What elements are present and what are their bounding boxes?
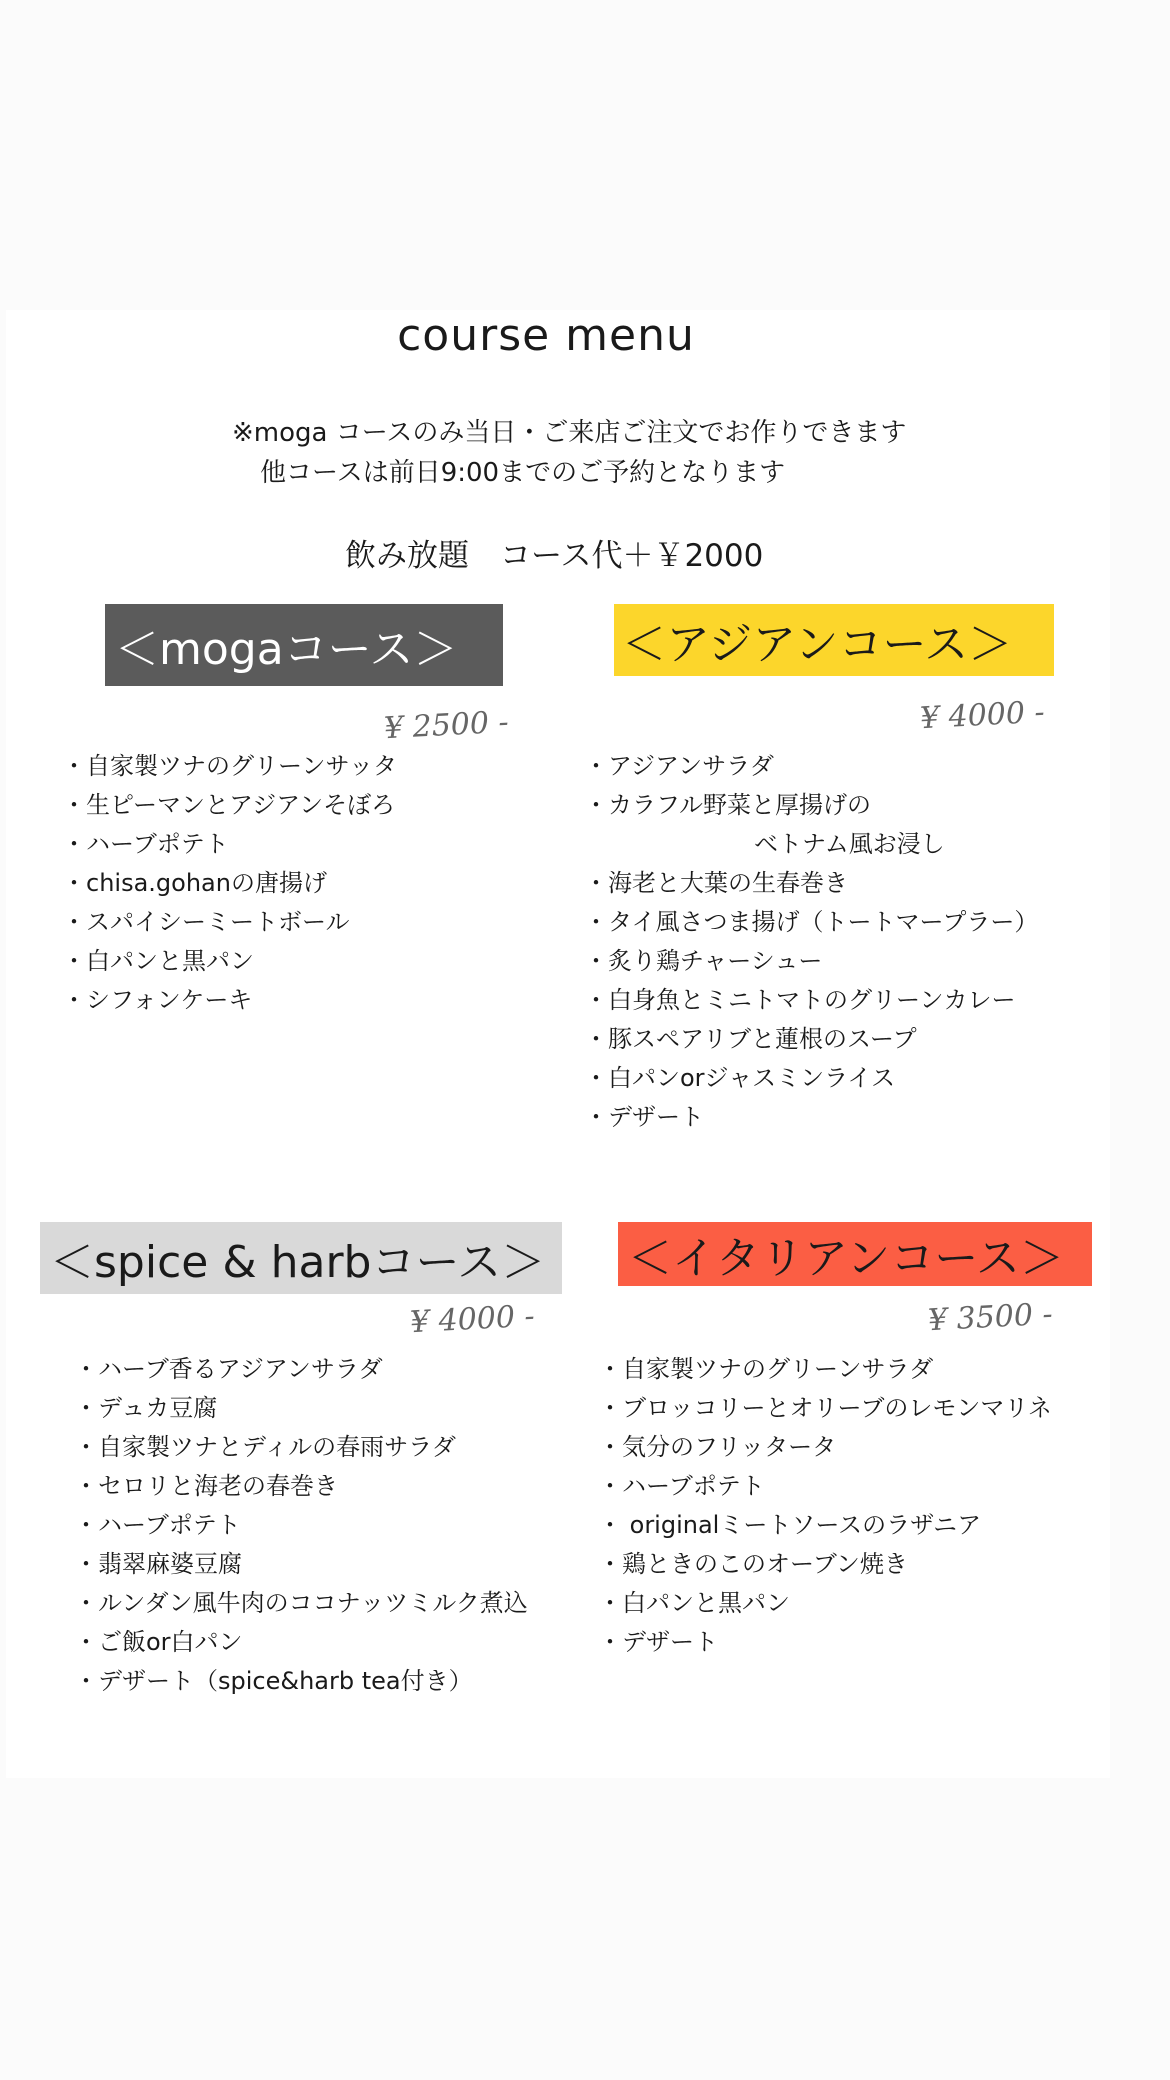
menu-item-label: ハーブポテト bbox=[98, 1511, 241, 1539]
bullet: ・ bbox=[62, 791, 86, 819]
italian-course-price: ¥ 3500 - bbox=[927, 1296, 1054, 1339]
menu-item-label: スパイシーミートボール bbox=[86, 908, 350, 936]
menu-item-label: ご飯or白パン bbox=[98, 1628, 243, 1656]
menu-item-label: originalミートソースのラザニア bbox=[622, 1511, 982, 1539]
menu-item bbox=[62, 942, 397, 981]
menu-item-label: シフォンケーキ bbox=[86, 986, 253, 1014]
bullet: ・ bbox=[584, 791, 608, 819]
asian-course-price: ¥ 4000 - bbox=[919, 694, 1046, 737]
menu-item-label: セロリと海老の春巻き bbox=[98, 1472, 338, 1500]
menu-item bbox=[62, 786, 397, 825]
italian-course-header bbox=[618, 1222, 1092, 1286]
menu-item bbox=[74, 1545, 528, 1584]
menu-item-label: 白パンorジャスミンライス bbox=[608, 1064, 896, 1092]
bullet: ・ bbox=[74, 1550, 98, 1578]
menu-item-label: 翡翠麻婆豆腐 bbox=[98, 1550, 242, 1578]
menu-item-label: 白パンと黒パン bbox=[622, 1589, 790, 1617]
menu-item-label: 自家製ツナのグリーンサラダ bbox=[622, 1355, 934, 1383]
menu-item-label: chisa.gohanの唐揚げ bbox=[86, 869, 327, 897]
bullet: ・ bbox=[74, 1667, 98, 1695]
bullet: ・ bbox=[598, 1433, 622, 1461]
bullet: ・ bbox=[584, 986, 608, 1014]
menu-item-label: 鶏ときのこのオーブン焼き bbox=[622, 1550, 908, 1578]
bullet: ・ bbox=[584, 947, 608, 975]
bullet: ・ bbox=[584, 1103, 608, 1131]
menu-item bbox=[598, 1584, 1052, 1623]
spice-course-price: ¥ 4000 - bbox=[409, 1298, 536, 1341]
menu-item bbox=[584, 1059, 1038, 1098]
menu-item-label: ハーブ香るアジアンサラダ bbox=[98, 1355, 383, 1383]
bullet: ・ bbox=[74, 1355, 98, 1383]
italian-course-items bbox=[598, 1350, 1052, 1662]
menu-item bbox=[584, 942, 1038, 981]
menu-item-label: ハーブポテト bbox=[86, 830, 229, 858]
menu-item-label: デュカ豆腐 bbox=[98, 1394, 218, 1422]
bullet: ・ bbox=[62, 947, 86, 975]
menu-item bbox=[62, 981, 397, 1020]
menu-item bbox=[74, 1350, 528, 1389]
spice-course-items bbox=[74, 1350, 528, 1701]
menu-item bbox=[598, 1467, 1052, 1506]
bullet: ・ bbox=[62, 752, 86, 780]
bullet: ・ bbox=[598, 1355, 622, 1383]
same-day-note: ※moga コースのみ当日・ご来店ご注文でお作りできます bbox=[232, 418, 907, 448]
menu-item bbox=[584, 981, 1038, 1020]
menu-item-label: タイ風さつま揚げ（トートマープラー） bbox=[608, 908, 1039, 936]
menu-item bbox=[74, 1428, 528, 1467]
menu-item bbox=[598, 1506, 1052, 1545]
menu-item bbox=[598, 1389, 1052, 1428]
menu-item-label: デザート（spice&harb tea付き） bbox=[98, 1667, 473, 1695]
menu-item bbox=[598, 1428, 1052, 1467]
menu-item bbox=[74, 1662, 528, 1701]
menu-item bbox=[74, 1623, 528, 1662]
menu-item bbox=[598, 1545, 1052, 1584]
moga-course-items bbox=[62, 747, 397, 1020]
menu-item-label: デザート bbox=[622, 1628, 718, 1656]
menu-item-label: 自家製ツナとディルの春雨サラダ bbox=[98, 1433, 456, 1461]
menu-item bbox=[62, 903, 397, 942]
menu-item bbox=[598, 1623, 1052, 1662]
bullet: ・ bbox=[598, 1472, 622, 1500]
menu-item-label: ベトナム風お浸し bbox=[754, 830, 945, 858]
bullet: ・ bbox=[74, 1472, 98, 1500]
bullet: ・ bbox=[584, 1064, 608, 1092]
menu-item-label: 白身魚とミニトマトのグリーンカレー bbox=[608, 986, 1016, 1014]
spice-course-header bbox=[40, 1222, 562, 1294]
menu-item-label: 豚スペアリブと蓮根のスープ bbox=[608, 1025, 917, 1053]
moga-course-title: ＜mogaコース＞ bbox=[115, 624, 458, 675]
menu-item-label: ルンダン風牛肉のココナッツミルク煮込 bbox=[98, 1589, 528, 1617]
bullet: ・ bbox=[584, 869, 608, 897]
moga-course-price: ¥ 2500 - bbox=[383, 704, 510, 747]
asian-course-header bbox=[614, 604, 1054, 676]
menu-item bbox=[74, 1584, 528, 1623]
bullet: ・ bbox=[62, 908, 86, 936]
menu-item bbox=[74, 1467, 528, 1506]
menu-item bbox=[584, 903, 1038, 942]
menu-item bbox=[62, 864, 397, 903]
menu-item-label: 自家製ツナのグリーンサッタ bbox=[86, 752, 398, 780]
page-title: course menu bbox=[397, 310, 695, 361]
bullet: ・ bbox=[74, 1511, 98, 1539]
menu-item-label: カラフル野菜と厚揚げの bbox=[608, 791, 872, 819]
bullet: ・ bbox=[74, 1589, 98, 1617]
bullet: ・ bbox=[62, 986, 86, 1014]
menu-item bbox=[62, 747, 397, 786]
bullet: ・ bbox=[74, 1628, 98, 1656]
menu-item-label: ブロッコリーとオリーブのレモンマリネ bbox=[622, 1394, 1052, 1422]
menu-item bbox=[584, 747, 1038, 786]
bullet: ・ bbox=[598, 1511, 622, 1539]
menu-item bbox=[74, 1506, 528, 1545]
bullet: ・ bbox=[74, 1433, 98, 1461]
drink-plan: 飲み放題 コース代＋￥2000 bbox=[345, 538, 764, 574]
bullet: ・ bbox=[62, 869, 86, 897]
bullet: ・ bbox=[584, 1025, 608, 1053]
menu-item-label: 炙り鶏チャーシュー bbox=[608, 947, 823, 975]
bullet: ・ bbox=[584, 908, 608, 936]
asian-course-title: ＜アジアンコース＞ bbox=[622, 619, 1013, 670]
menu-item-label: ハーブポテト bbox=[622, 1472, 765, 1500]
bullet: ・ bbox=[598, 1589, 622, 1617]
bullet: ・ bbox=[74, 1394, 98, 1422]
menu-item bbox=[598, 1350, 1052, 1389]
bullet: ・ bbox=[598, 1394, 622, 1422]
menu-item bbox=[62, 825, 397, 864]
asian-course-items bbox=[584, 747, 1038, 1137]
menu-item bbox=[584, 825, 1038, 864]
spice-course-title: ＜spice & harbコース＞ bbox=[50, 1237, 546, 1288]
menu-item-label: デザート bbox=[608, 1103, 704, 1131]
menu-item-label: 生ピーマンとアジアンそぼろ bbox=[86, 791, 396, 819]
reservation-note: 他コースは前日9:00までのご予約となります bbox=[260, 458, 786, 488]
italian-course-title: ＜イタリアンコース＞ bbox=[628, 1233, 1065, 1284]
bullet: ・ bbox=[598, 1628, 622, 1656]
bullet: ・ bbox=[598, 1550, 622, 1578]
menu-item bbox=[584, 786, 1038, 825]
menu-item bbox=[74, 1389, 528, 1428]
bullet: ・ bbox=[62, 830, 86, 858]
menu-item-label: 気分のフリッタータ bbox=[622, 1433, 837, 1461]
bullet: ・ bbox=[584, 752, 608, 780]
moga-course-header bbox=[105, 604, 503, 686]
menu-item-label: アジアンサラダ bbox=[608, 752, 774, 780]
menu-item bbox=[584, 864, 1038, 903]
menu-item bbox=[584, 1020, 1038, 1059]
menu-item-label: 白パンと黒パン bbox=[86, 947, 254, 975]
menu-item-label: 海老と大葉の生春巻き bbox=[608, 869, 848, 897]
menu-item bbox=[584, 1098, 1038, 1137]
